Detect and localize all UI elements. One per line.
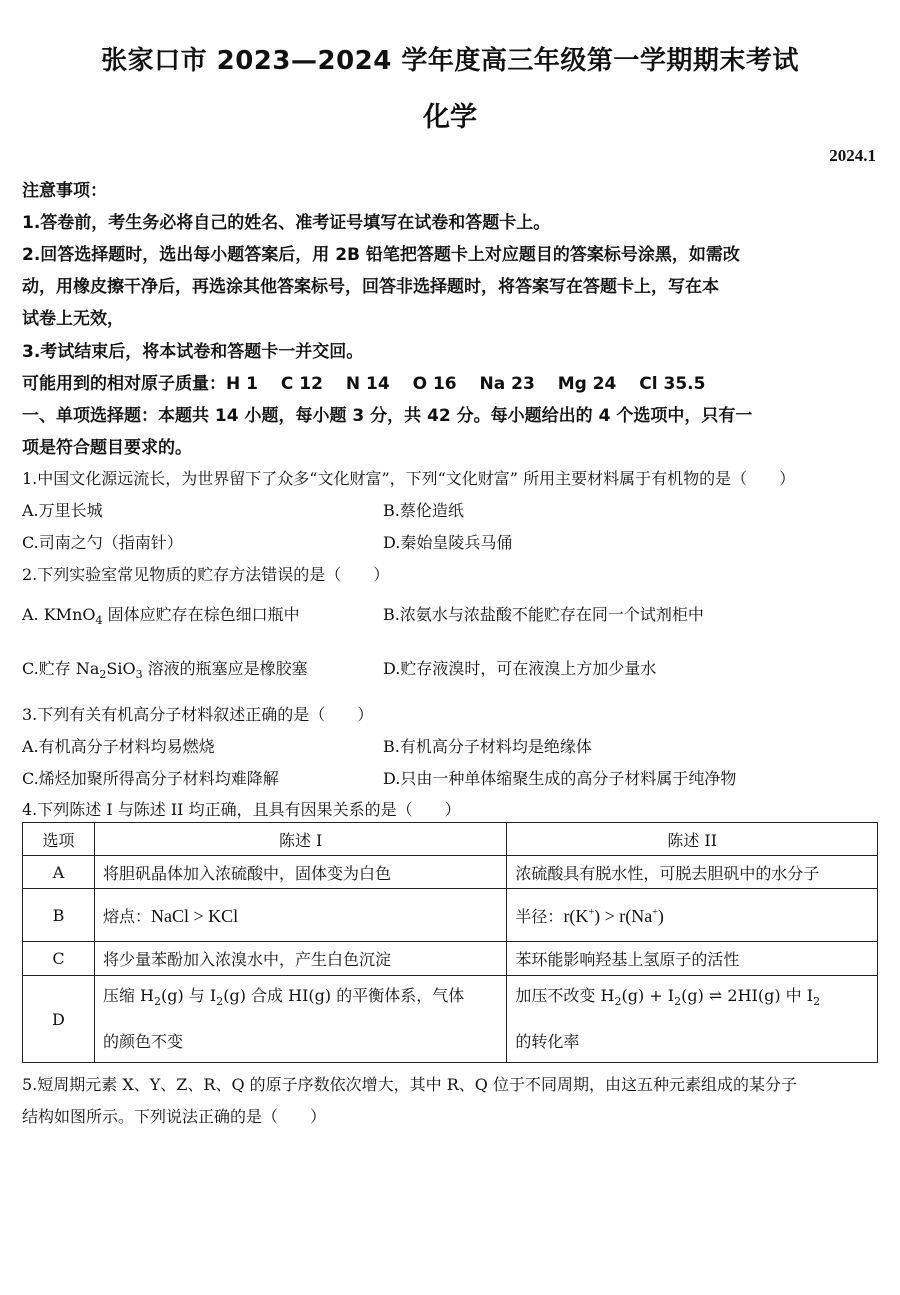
- q4-header-statement-2: 陈述 II: [507, 823, 878, 856]
- notice-item-1: 1.答卷前，考生务必将自己的姓名、准考证号填写在试卷和答题卡上。: [22, 213, 551, 233]
- q2-stem: 2.下列实验室常见物质的贮存方法错误的是（ ）: [22, 565, 390, 584]
- q4-row-a-statement-1: 将胆矾晶体加入浓硫酸中，固体变为白色: [94, 856, 506, 889]
- q3-option-b: B.有机高分子材料均是绝缘体: [383, 737, 592, 756]
- q2-option-c: C.贮存 $Na_2SiO_3$ 溶液的瓶塞应是橡胶塞: [22, 659, 308, 682]
- q2-option-b: B.浓氨水与浓盐酸不能贮存在同一个试剂柜中: [383, 605, 704, 624]
- exam-title: 张家口市 2023—2024 学年度高三年级第一学期期末考试: [101, 46, 799, 76]
- q4-table-header-row: [23, 823, 878, 856]
- q4-row-a: [23, 856, 878, 889]
- q4-row-b-option: B: [23, 889, 95, 942]
- q4-row-c-statement-2: 苯环能影响羟基上氢原子的活性: [507, 942, 878, 976]
- q4-stem: 4.下列陈述 I 与陈述 II 均正确，且具有因果关系的是（ ）: [22, 800, 461, 819]
- notice-item-2-line-1: 2.回答选择题时，选出每小题答案后，用 2B 铅笔把答题卡上对应题目的答案标号涂黑，如需改: [22, 245, 740, 265]
- q4-row-c: [23, 942, 878, 976]
- subject-title: 化学: [423, 102, 477, 133]
- q4-row-c-statement-1: 将少量苯酚加入浓溴水中，产生白色沉淀: [94, 942, 506, 976]
- q1-option-d: D.秦始皇陵兵马俑: [383, 533, 513, 552]
- q5-stem-line-1: 5.短周期元素 X、Y、Z、R、Q 的原子序数依次增大，其中 R、Q 位于不同周期，由这五种元素组成的某分子: [22, 1075, 798, 1094]
- q3-stem: 3.下列有关有机高分子材料叙述正确的是（ ）: [22, 705, 374, 724]
- q1-stem: 1.中国文化源远流长，为世界留下了众多“文化财富”，下列“文化财富” 所用主要材料属于有机物的是（ ）: [22, 469, 796, 488]
- notice-heading: 注意事项：: [22, 181, 107, 201]
- q4-row-c-option: C: [23, 942, 95, 976]
- q4-row-b-statement-1: 熔点：NaCl > KCl: [94, 889, 506, 942]
- q4-header-option: 选项: [23, 823, 95, 856]
- exam-date: 2024.1: [829, 146, 876, 165]
- q4-row-a-statement-2: 浓硫酸具有脱水性，可脱去胆矾中的水分子: [507, 856, 878, 889]
- q1-option-a: A.万里长城: [22, 501, 103, 520]
- q4-header-statement-1: 陈述 I: [94, 823, 506, 856]
- q3-option-d: D.只由一种单体缩聚生成的高分子材料属于纯净物: [383, 769, 737, 788]
- q3-option-c: C.烯烃加聚所得高分子材料均难降解: [22, 769, 279, 788]
- q5-stem-line-2: 结构如图所示。下列说法正确的是（ ）: [22, 1107, 327, 1126]
- q1-option-b: B.蔡伦造纸: [383, 501, 464, 520]
- q2-option-a: A. KMnO$_4$ 固体应贮存在棕色细口瓶中: [22, 605, 300, 628]
- q4-row-b: [23, 889, 878, 942]
- section-1-line-1: 一、单项选择题：本题共 14 小题，每小题 3 分，共 42 分。每小题给出的 4 个选项中，只有一: [22, 406, 753, 426]
- q1-option-c: C.司南之勺（指南针）: [22, 533, 183, 552]
- q2-option-d: D.贮存液溴时，可在液溴上方加少量水: [383, 659, 657, 678]
- notice-item-2-line-2: 动，用橡皮擦干净后，再选涂其他答案标号，回答非选择题时，将答案写在答题卡上，写在本: [22, 277, 719, 297]
- q4-row-d: [23, 976, 878, 1063]
- q4-row-d-statement-2: 加压不改变 $H_2(g) + I_2(g)$ ⇌ 2HI(g) 中 $I_2$ 的转化率: [507, 976, 878, 1063]
- notice-item-2-line-3: 试卷上无效，: [22, 309, 124, 329]
- notice-item-3: 3.考试结束后，将本试卷和答题卡一并交回。: [22, 342, 364, 362]
- q4-row-d-statement-1: 压缩 $H_2(g)$ 与 $I_2(g)$ 合成 HI(g) 的平衡体系，气体 的颜色不变: [94, 976, 506, 1063]
- q4-row-a-option: A: [23, 856, 95, 889]
- q3-option-a: A.有机高分子材料均易燃烧: [22, 737, 215, 756]
- section-1-line-2: 项是符合题目要求的。: [22, 438, 192, 458]
- q4-row-d-option: D: [23, 976, 95, 1063]
- q4-table: [22, 822, 878, 1063]
- q4-row-b-statement-2: 半径：r(K+) > r(Na+): [507, 889, 878, 942]
- atomic-mass-line: 可能用到的相对原子质量：H 1 C 12 N 14 O 16 Na 23 Mg 24 Cl 35.5: [22, 374, 706, 394]
